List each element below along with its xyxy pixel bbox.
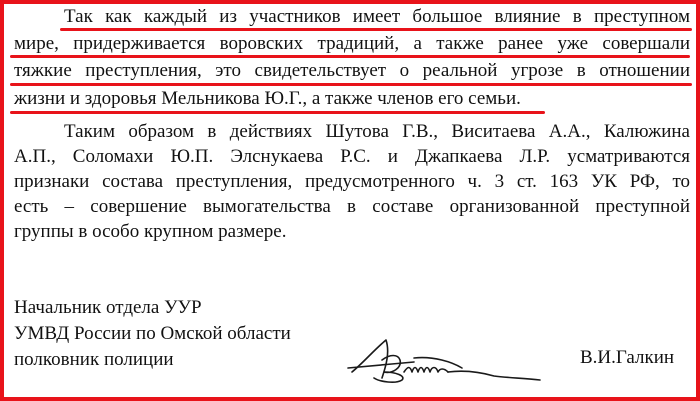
paragraph2-line-5: группы в особо крупном размере. [14,221,287,242]
handwritten-signature [344,332,544,387]
paragraph2-line-2: А.П., Соломахи Ю.П. Элснукаева Р.С. и Джапкаева Л.Р. усматриваются [14,146,690,167]
paragraph2-line-3: признаки состава преступления, предусмотренного ч. 3 ст. 163 УК РФ, то [14,171,690,192]
highlighted-line-4: жизни и здоровья Мельникова Ю.Г., а также членов его семьи. [14,88,521,109]
paragraph2-line-1: Таким образом в действиях Шутова Г.В., Виситаева А.А., Калюжина [64,121,690,142]
highlighted-line-2: мире, придерживается воровских традиций, а также ранее уже совершали [14,33,690,54]
position-line-2: УМВД России по Омской области [14,323,291,344]
highlighted-line-3: тяжкие преступления, это свидетельствует о реальной угрозе в отношении [14,60,690,81]
red-underline-3 [10,83,692,86]
red-underline-1 [60,28,692,31]
red-underline-2 [10,55,690,58]
position-line-1: Начальник отдела УУР [14,297,202,318]
highlighted-line-1: Так как каждый из участников имеет большое влияние в преступном [64,6,690,27]
paragraph2-line-4: есть – совершение вымогательства в составе организованной преступной [14,196,690,217]
signatory-name: В.И.Галкин [580,347,675,368]
red-underline-4 [10,111,545,114]
position-line-3: полковник полиции [14,349,174,370]
